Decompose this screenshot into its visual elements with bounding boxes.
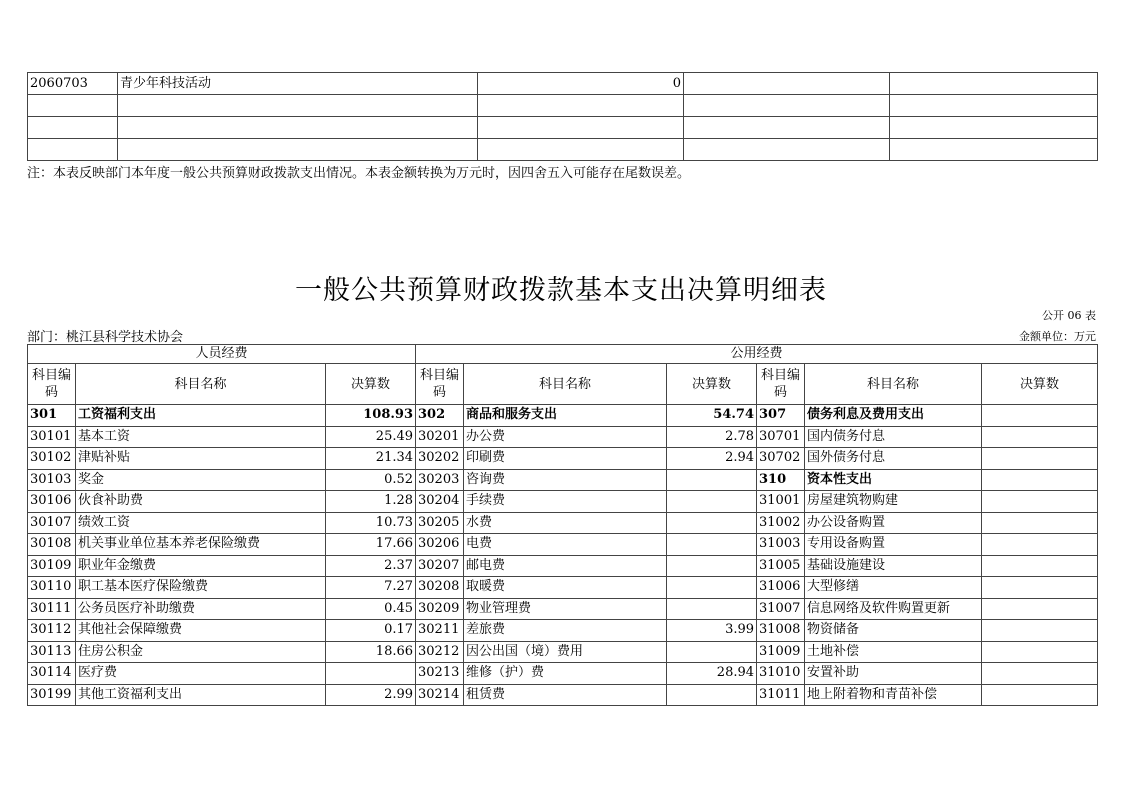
header-row-groups xyxy=(28,345,1098,364)
cell-amount: 54.74 xyxy=(667,405,757,427)
cell-amount: 2.37 xyxy=(326,555,416,577)
cell-code: 301 xyxy=(28,405,76,427)
cell-name: 水费 xyxy=(464,512,667,534)
header-name: 科目名称 xyxy=(76,364,326,405)
header-public: 公用经费 xyxy=(416,345,1098,364)
cell-name: 物业管理费 xyxy=(464,598,667,620)
cell-c3 xyxy=(478,95,684,117)
unit-label: 金额单位：万元 xyxy=(1019,330,1096,343)
cell-code: 31011 xyxy=(757,684,805,706)
cell-code xyxy=(28,139,118,161)
header-code: 科目编码 xyxy=(757,364,805,405)
header-row-columns xyxy=(28,364,1098,405)
header-amount: 决算数 xyxy=(326,364,416,405)
cell-name: 职工基本医疗保险缴费 xyxy=(76,577,326,599)
cell-code: 30212 xyxy=(416,641,464,663)
cell-amount xyxy=(667,555,757,577)
cell-amount xyxy=(982,405,1098,427)
cell-amount: 21.34 xyxy=(326,448,416,470)
cell-amount: 2.78 xyxy=(667,426,757,448)
cell-code: 30109 xyxy=(28,555,76,577)
cell-code: 30206 xyxy=(416,534,464,556)
cell-name: 土地补偿 xyxy=(805,641,982,663)
cell-code: 30113 xyxy=(28,641,76,663)
cell-amount xyxy=(982,598,1098,620)
cell-code: 31002 xyxy=(757,512,805,534)
cell-amount: 0.45 xyxy=(326,598,416,620)
cell-name xyxy=(118,117,478,139)
cell-code: 30213 xyxy=(416,663,464,685)
cell-name: 青少年科技活动 xyxy=(118,73,478,95)
cell-c4 xyxy=(684,139,890,161)
table-row xyxy=(28,534,1098,556)
cell-code: 30702 xyxy=(757,448,805,470)
table-row xyxy=(28,139,1098,161)
cell-code: 30110 xyxy=(28,577,76,599)
cell-name: 医疗费 xyxy=(76,663,326,685)
cell-name: 基本工资 xyxy=(76,426,326,448)
cell-amount: 7.27 xyxy=(326,577,416,599)
cell-c5 xyxy=(890,139,1098,161)
cell-amount xyxy=(982,684,1098,706)
cell-code: 31006 xyxy=(757,577,805,599)
cell-amount xyxy=(667,577,757,599)
cell-c5 xyxy=(890,117,1098,139)
cell-amount: 2.94 xyxy=(667,448,757,470)
cell-amount xyxy=(982,491,1098,513)
cell-name: 取暖费 xyxy=(464,577,667,599)
table-row xyxy=(28,555,1098,577)
cell-code: 31007 xyxy=(757,598,805,620)
table-row xyxy=(28,426,1098,448)
cell-name: 资本性支出 xyxy=(805,469,982,491)
table-row xyxy=(28,663,1098,685)
department-label: 部门：桃江县科学技术协会 xyxy=(27,330,184,345)
expenditure-detail-table xyxy=(27,344,1098,706)
cell-amount xyxy=(667,491,757,513)
cell-code: 30208 xyxy=(416,577,464,599)
header-name: 科目名称 xyxy=(805,364,982,405)
header-code: 科目编码 xyxy=(28,364,76,405)
cell-amount xyxy=(982,577,1098,599)
cell-name: 手续费 xyxy=(464,491,667,513)
cell-name: 奖金 xyxy=(76,469,326,491)
cell-amount xyxy=(982,663,1098,685)
table-row xyxy=(28,469,1098,491)
table-row xyxy=(28,620,1098,642)
cell-code: 30207 xyxy=(416,555,464,577)
cell-amount: 3.99 xyxy=(667,620,757,642)
cell-name: 职业年金缴费 xyxy=(76,555,326,577)
cell-code: 31009 xyxy=(757,641,805,663)
cell-name: 咨询费 xyxy=(464,469,667,491)
cell-code: 31001 xyxy=(757,491,805,513)
cell-name xyxy=(118,139,478,161)
cell-code: 307 xyxy=(757,405,805,427)
cell-amount xyxy=(982,620,1098,642)
cell-code: 31010 xyxy=(757,663,805,685)
cell-amount: 28.94 xyxy=(667,663,757,685)
header-personnel: 人员经费 xyxy=(28,345,416,364)
cell-name: 地上附着物和青苗补偿 xyxy=(805,684,982,706)
cell-name: 住房公积金 xyxy=(76,641,326,663)
cell-name xyxy=(118,95,478,117)
cell-name: 伙食补助费 xyxy=(76,491,326,513)
cell-name: 基础设施建设 xyxy=(805,555,982,577)
cell-name: 安置补助 xyxy=(805,663,982,685)
cell-name: 其他社会保障缴费 xyxy=(76,620,326,642)
cell-code: 30205 xyxy=(416,512,464,534)
cell-code: 30107 xyxy=(28,512,76,534)
cell-amount xyxy=(982,641,1098,663)
table-row xyxy=(28,684,1098,706)
cell-c3 xyxy=(478,139,684,161)
cell-name: 大型修缮 xyxy=(805,577,982,599)
header-name: 科目名称 xyxy=(464,364,667,405)
cell-code: 30214 xyxy=(416,684,464,706)
cell-amount xyxy=(982,534,1098,556)
cell-c3: 0 xyxy=(478,73,684,95)
cell-amount xyxy=(982,555,1098,577)
cell-code: 30701 xyxy=(757,426,805,448)
header-amount: 决算数 xyxy=(982,364,1098,405)
cell-code xyxy=(28,117,118,139)
cell-name: 办公设备购置 xyxy=(805,512,982,534)
cell-code: 30203 xyxy=(416,469,464,491)
cell-code: 302 xyxy=(416,405,464,427)
table-row xyxy=(28,577,1098,599)
cell-name: 电费 xyxy=(464,534,667,556)
cell-code: 30111 xyxy=(28,598,76,620)
cell-amount: 2.99 xyxy=(326,684,416,706)
cell-amount xyxy=(982,512,1098,534)
cell-c4 xyxy=(684,95,890,117)
cell-amount xyxy=(982,448,1098,470)
cell-amount: 108.93 xyxy=(326,405,416,427)
cell-amount: 0.17 xyxy=(326,620,416,642)
cell-amount xyxy=(982,469,1098,491)
cell-amount xyxy=(326,663,416,685)
cell-name: 其他工资福利支出 xyxy=(76,684,326,706)
cell-name: 物资储备 xyxy=(805,620,982,642)
cell-name: 房屋建筑物购建 xyxy=(805,491,982,513)
cell-code: 2060703 xyxy=(28,73,118,95)
table-row xyxy=(28,448,1098,470)
cell-amount: 18.66 xyxy=(326,641,416,663)
cell-code: 30202 xyxy=(416,448,464,470)
cell-amount xyxy=(982,426,1098,448)
cell-code: 30101 xyxy=(28,426,76,448)
cell-amount xyxy=(667,534,757,556)
cell-c4 xyxy=(684,73,890,95)
cell-code: 30201 xyxy=(416,426,464,448)
cell-amount: 25.49 xyxy=(326,426,416,448)
cell-code: 30199 xyxy=(28,684,76,706)
cell-c5 xyxy=(890,73,1098,95)
header-amount: 决算数 xyxy=(667,364,757,405)
cell-name: 信息网络及软件购置更新 xyxy=(805,598,982,620)
cell-code: 30106 xyxy=(28,491,76,513)
page-title: 一般公共预算财政拨款基本支出决算明细表 xyxy=(295,275,827,306)
cell-code: 30209 xyxy=(416,598,464,620)
cell-code: 30112 xyxy=(28,620,76,642)
cell-code: 31005 xyxy=(757,555,805,577)
cell-name: 公务员医疗补助缴费 xyxy=(76,598,326,620)
cell-amount: 1.28 xyxy=(326,491,416,513)
cell-code: 30211 xyxy=(416,620,464,642)
cell-name: 专用设备购置 xyxy=(805,534,982,556)
cell-code xyxy=(28,95,118,117)
cell-name: 商品和服务支出 xyxy=(464,405,667,427)
cell-code: 31008 xyxy=(757,620,805,642)
table-row xyxy=(28,95,1098,117)
cell-name: 国内债务付息 xyxy=(805,426,982,448)
cell-c5 xyxy=(890,95,1098,117)
cell-name: 绩效工资 xyxy=(76,512,326,534)
cell-name: 债务利息及费用支出 xyxy=(805,405,982,427)
cell-code: 30204 xyxy=(416,491,464,513)
cell-amount xyxy=(667,512,757,534)
cell-amount: 17.66 xyxy=(326,534,416,556)
cell-c4 xyxy=(684,117,890,139)
cell-name: 机关事业单位基本养老保险缴费 xyxy=(76,534,326,556)
cell-name: 国外债务付息 xyxy=(805,448,982,470)
cell-amount: 0.52 xyxy=(326,469,416,491)
cell-name: 因公出国（境）费用 xyxy=(464,641,667,663)
table-row xyxy=(28,405,1098,427)
table-row xyxy=(28,73,1098,95)
cell-amount xyxy=(667,641,757,663)
form-id: 公开 06 表 xyxy=(1042,309,1096,322)
table-row xyxy=(28,512,1098,534)
cell-name: 差旅费 xyxy=(464,620,667,642)
cell-name: 邮电费 xyxy=(464,555,667,577)
table-row xyxy=(28,491,1098,513)
table-note: 注：本表反映部门本年度一般公共预算财政拨款支出情况。本表金额转换为万元时，因四舍五入可能存在尾数误差。 xyxy=(27,166,691,181)
top-table xyxy=(27,72,1098,161)
table-row xyxy=(28,117,1098,139)
cell-name: 维修（护）费 xyxy=(464,663,667,685)
cell-name: 办公费 xyxy=(464,426,667,448)
table-row xyxy=(28,598,1098,620)
cell-code: 30103 xyxy=(28,469,76,491)
cell-amount xyxy=(667,684,757,706)
cell-name: 租赁费 xyxy=(464,684,667,706)
cell-code: 31003 xyxy=(757,534,805,556)
cell-code: 30114 xyxy=(28,663,76,685)
cell-code: 310 xyxy=(757,469,805,491)
cell-code: 30108 xyxy=(28,534,76,556)
cell-name: 印刷费 xyxy=(464,448,667,470)
cell-amount xyxy=(667,598,757,620)
cell-c3 xyxy=(478,117,684,139)
cell-code: 30102 xyxy=(28,448,76,470)
table-row xyxy=(28,641,1098,663)
cell-name: 津贴补贴 xyxy=(76,448,326,470)
cell-name: 工资福利支出 xyxy=(76,405,326,427)
cell-amount xyxy=(667,469,757,491)
header-code: 科目编码 xyxy=(416,364,464,405)
cell-amount: 10.73 xyxy=(326,512,416,534)
